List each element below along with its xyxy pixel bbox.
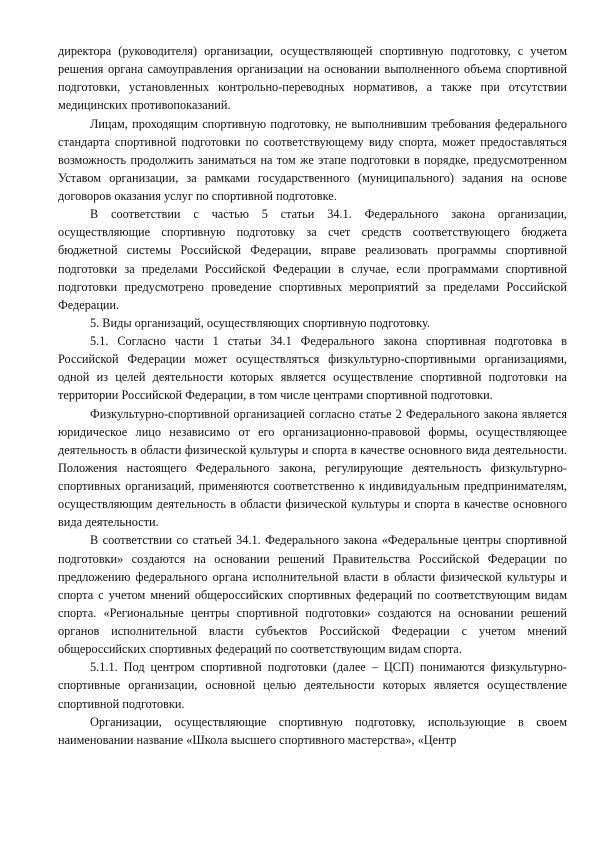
paragraph-sports-organization-definition: Физкультурно-спортивной организацией согласно статье 2 Федерального закона является юридическое лицо независимо от его организационно-правовой формы, осуществляющее деятельность в области физической культуры и спорта в качестве основного вида деятельности. Положения настоящего Федерального закона, регулирующие деятельность физкультурно-спортивных организаций, применяются соответственно к индивидуальным предпринимателям, осуществляющим деятельность в области физической культуры и спорта в качестве основного вида деятельности. bbox=[58, 406, 567, 530]
paragraph-training-centers: В соответствии со статьей 34.1. Федерального закона «Федеральные центры спортивной подготовки» создаются на основании решений Правительства Российской Федерации по предложению федерального органа исполнительной власти в области физической культуры и спорта с учетом мнений общероссийских спортивных федераций по соответствующим видам спорта. «Региональные центры спортивной подготовки» создаются на основании решений органов исполнительной власти субъектов Российской Федерации с учетом мнений общероссийских спортивных федераций по соответствующим видам спорта. bbox=[58, 533, 567, 657]
paragraph-abroad-programs: В соответствии с частью 5 статьи 34.1. Федерального закона организации, осуществляющие спортивную подготовку за счет средств соответствующего бюджета бюджетной системы Российской Федерации, вправе реализовать программы спортивной подготовки за пределами Российской Федерации в случае, если программами спортивной подготовки предусмотрено проведение спортивных мероприятий за пределами Российской Федерации. bbox=[58, 207, 567, 312]
section-heading-organization-types: 5. Виды организаций, осуществляющих спортивную подготовку. bbox=[90, 315, 430, 330]
document-page bbox=[58, 42, 567, 749]
paragraph-5-1: 5.1. Согласно части 1 статьи 34.1 Федерального закона спортивная подготовка в Российской Федерации может осуществляться физкультурно-спортивными организациями, одной из целей деятельности которых является осуществление спортивной подготовки на территории Российской Федерации, в том числе центрами спортивной подготовки. bbox=[58, 334, 567, 403]
paragraph-naming: Организации, осуществляющие спортивную подготовку, использующие в своем наименовании название «Школа высшего спортивного мастерства», «Центр bbox=[58, 714, 567, 747]
paragraph-continuation: директора (руководителя) организации, осуществляющей спортивную подготовку, с учетом решения органа самоуправления организации на основании выполненного объема спортивной подготовки, установленных контрольно-переводных нормативов, а также при отсутствии медицинских противопоказаний. bbox=[58, 44, 567, 113]
paragraph-5-1-1: 5.1.1. Под центром спортивной подготовки (далее – ЦСП) понимаются физкультурно-спортивные организации, основной целью деятельности которых является осуществление спортивной подготовки. bbox=[58, 660, 567, 711]
paragraph-unfulfilled-requirements: Лицам, проходящим спортивную подготовку, не выполнившим требования федерального стандарта спортивной подготовки по соответствующему виду спорта, может предоставляться возможность продолжить заниматься на том же этапе подготовки в порядке, предусмотренном Уставом организации, за рамками государственного (муниципального) задания на основе договоров оказания услуг по спортивной подготовке. bbox=[58, 116, 567, 203]
